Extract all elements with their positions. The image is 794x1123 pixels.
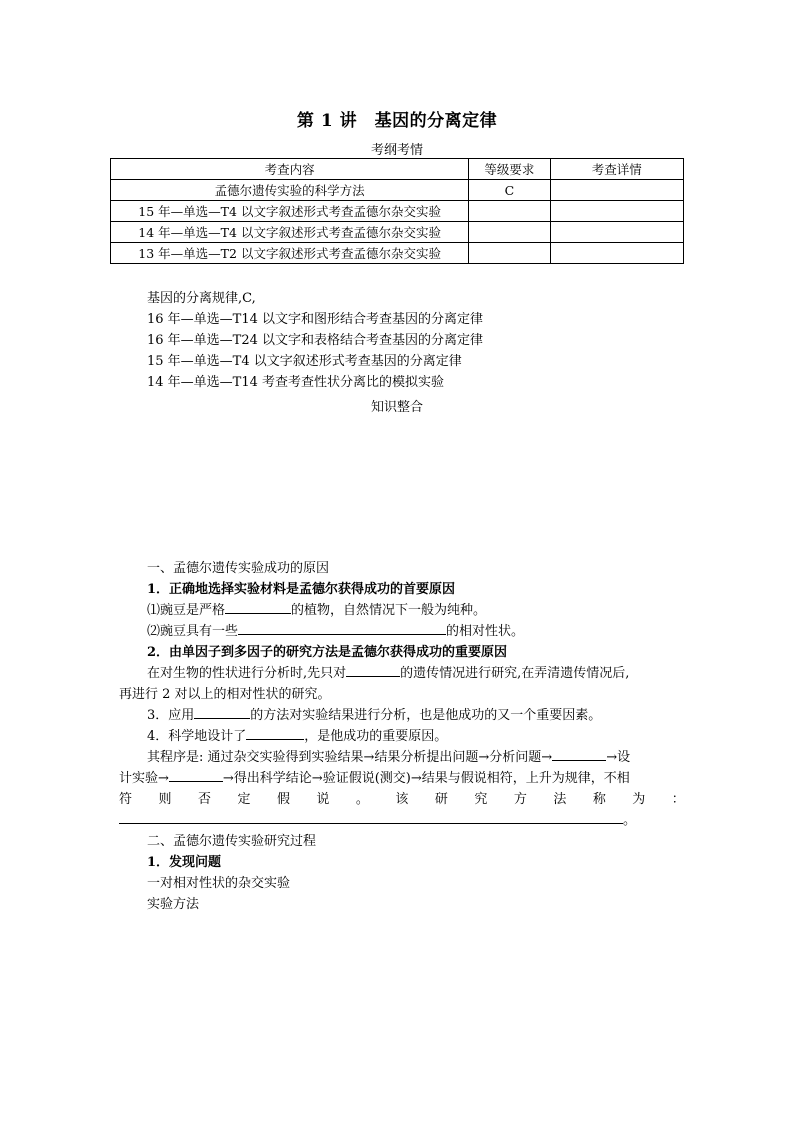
text: ⑵豌豆具有一些 [147, 624, 239, 639]
char: 定 [237, 792, 251, 807]
section-one [119, 558, 685, 915]
char: ： [671, 792, 685, 807]
paragraph [119, 726, 685, 747]
table-cell [469, 201, 550, 222]
paragraph [119, 768, 685, 789]
char: 方 [513, 792, 527, 807]
paragraph: 2．由单因子到多因子的研究方法是孟德尔获得成功的重要原因 [147, 645, 508, 660]
table-cell [550, 180, 683, 201]
paragraph [119, 747, 685, 768]
text: 的相对性状。 [446, 624, 525, 639]
fill-blank[interactable] [194, 706, 250, 719]
fill-blank[interactable] [119, 811, 623, 824]
table-row [111, 201, 684, 222]
char: 该 [395, 792, 409, 807]
table-cell [550, 243, 683, 264]
fill-blank[interactable] [552, 748, 606, 761]
section-heading: 二、孟德尔遗传实验研究过程 [147, 834, 317, 849]
char: 称 [592, 792, 606, 807]
table-header-row [111, 159, 684, 180]
table-cell [550, 222, 683, 243]
paragraph: 一对相对性状的杂交实验 [147, 876, 291, 891]
paragraph: 1．发现问题 [147, 855, 222, 870]
table-cell [550, 201, 683, 222]
table-cell [469, 222, 550, 243]
paragraph: 1．正确地选择实验材料是孟德尔获得成功的首要原因 [147, 582, 456, 597]
text: 。 [623, 813, 637, 828]
fill-blank[interactable] [169, 769, 223, 782]
text: 的遗传情况进行研究,在弄清遗传情况后, [400, 666, 630, 681]
char: 符 [119, 792, 133, 807]
fill-blank[interactable] [246, 727, 304, 740]
char: 研 [434, 792, 448, 807]
loose-line: 16 年—单选—T24 以文字和表格结合考查基因的分离定律 [147, 333, 484, 348]
char: 究 [474, 792, 488, 807]
char: 。 [355, 792, 369, 807]
text: 计实验→ [119, 771, 169, 786]
table-row [111, 180, 684, 201]
fill-blank[interactable] [225, 601, 291, 614]
text: 其程序是: 通过杂交实验得到实验结果→结果分析提出问题→分析问题→ [147, 750, 553, 765]
fill-blank[interactable] [346, 664, 400, 677]
paragraph [119, 621, 685, 642]
char: 法 [553, 792, 567, 807]
paragraph: 实验方法 [147, 897, 200, 912]
table-cell: 孟德尔遗传实验的科学方法 [111, 180, 469, 201]
paragraph [119, 810, 685, 831]
text: ⑴豌豆是严格 [147, 603, 226, 618]
table-cell: 15 年—单选—T4 以文字叙述形式考查孟德尔杂交实验 [111, 201, 469, 222]
text: 在对生物的性状进行分析时,先只对 [147, 666, 347, 681]
char: 说 [316, 792, 330, 807]
paragraph [119, 600, 685, 621]
table-cell: 13 年—单选—T2 以文字叙述形式考查孟德尔杂交实验 [111, 243, 469, 264]
text: 4．科学地设计了 [147, 729, 247, 744]
section-heading: 一、孟德尔遗传实验成功的原因 [147, 561, 330, 576]
text: 的方法对实验结果进行分析，也是他成功的又一个重要因素。 [250, 708, 602, 723]
text: 的植物，自然情况下一般为纯种。 [291, 603, 487, 618]
char: 为 [632, 792, 646, 807]
table-cell: C [469, 180, 550, 201]
text: 3．应用 [147, 708, 195, 723]
table-row [111, 243, 684, 264]
knowledge-heading: 知识整合 [370, 400, 423, 415]
text: →设 [606, 750, 631, 765]
loose-line: 基因的分离规律,C, [147, 291, 256, 306]
text: ，是他成功的重要原因。 [304, 729, 448, 744]
paragraph [119, 705, 685, 726]
justified-line [119, 789, 685, 810]
paragraph: 再进行 2 对以上的相对性状的研究。 [119, 687, 331, 702]
char: 否 [197, 792, 211, 807]
table-row [111, 222, 684, 243]
table-cell [469, 243, 550, 264]
char: 则 [158, 792, 172, 807]
exam-heading: 考纲考情 [370, 143, 423, 158]
table-header-level: 等级要求 [469, 159, 550, 180]
char: 假 [276, 792, 290, 807]
loose-line: 16 年—单选—T14 以文字和图形结合考查基因的分离定律 [147, 312, 484, 327]
table-header-detail: 考查详情 [550, 159, 683, 180]
page-title: 第 1 讲 基因的分离定律 [296, 111, 498, 131]
text: →得出科学结论→验证假说(测交)→结果与假说相符，上升为规律，不相 [222, 771, 630, 786]
exam-table [110, 158, 684, 264]
fill-blank[interactable] [238, 622, 446, 635]
loose-line: 14 年—单选—T14 考查考查性状分离比的模拟实验 [147, 375, 445, 390]
table-cell: 14 年—单选—T4 以文字叙述形式考查孟德尔杂交实验 [111, 222, 469, 243]
paragraph [119, 663, 685, 684]
table-header-content: 考查内容 [111, 159, 469, 180]
loose-line: 15 年—单选—T4 以文字叙述形式考查基因的分离定律 [147, 354, 462, 369]
